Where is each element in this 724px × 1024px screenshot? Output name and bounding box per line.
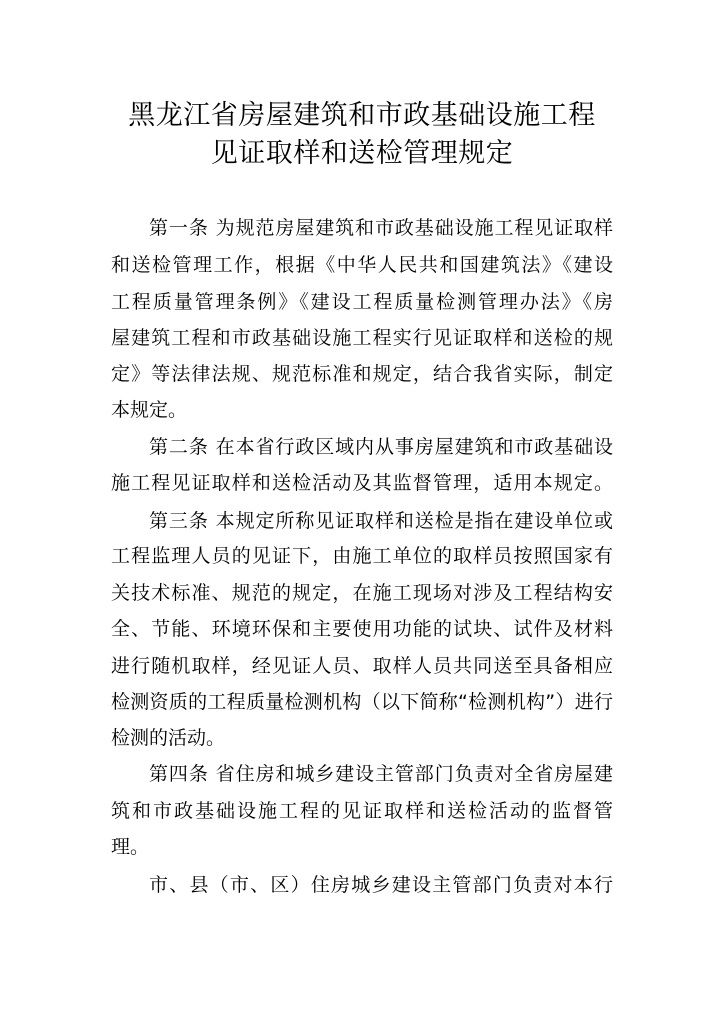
- article-3-line-4: 全、节能、环境环保和主要使用功能的试块、试件及材料: [111, 618, 613, 640]
- article-3-line-3: 关技术标准、规范的规定，在施工现场对涉及工程结构安: [111, 582, 613, 604]
- article-1-line-5: 定》等法律法规、规范标准和规定，结合我省实际，制定: [111, 363, 613, 385]
- article-1-line-4: 屋建筑工程和市政基础设施工程实行见证取样和送检的规: [111, 327, 613, 349]
- document-title-line-2: 见证取样和送检管理规定: [210, 138, 514, 169]
- article-3-line-6: 检测资质的工程质量检测机构（以下简称“检测机构”）进行: [111, 691, 613, 713]
- article-1-line-2: 和送检管理工作，根据《中华人民共和国建筑法》《建设: [111, 254, 613, 276]
- article-2-line-2: 施工程见证取样和送检活动及其监督管理，适用本规定。: [111, 472, 613, 494]
- article-3-line-1: 第三条 本规定所称见证取样和送检是指在建设单位或: [149, 510, 613, 532]
- article-4-line-1: 第四条 省住房和城乡建设主管部门负责对全省房屋建: [149, 763, 613, 785]
- article-3-line-7: 检测的活动。: [111, 727, 226, 749]
- article-4-para-2-line-1: 市、县（市、区）住房城乡建设主管部门负责对本行: [149, 874, 613, 896]
- article-4-line-3: 理。: [111, 836, 150, 858]
- article-2-line-1: 第二条 在本省行政区域内从事房屋建筑和市政基础设: [149, 436, 613, 458]
- article-3-line-5: 进行随机取样，经见证人员、取样人员共同送至具备相应: [111, 655, 613, 677]
- article-1-line-3: 工程质量管理条例》《建设工程质量检测管理办法》《房: [111, 291, 613, 313]
- document-title-line-1: 黑龙江省房屋建筑和市政基础设施工程: [128, 100, 596, 131]
- article-1-line-1: 第一条 为规范房屋建筑和市政基础设施工程见证取样: [149, 217, 613, 239]
- article-1-line-6: 本规定。: [111, 399, 188, 421]
- article-3-line-2: 工程监理人员的见证下，由施工单位的取样员按照国家有: [111, 545, 613, 567]
- article-4-line-2: 筑和市政基础设施工程的见证取样和送检活动的监督管: [111, 800, 613, 822]
